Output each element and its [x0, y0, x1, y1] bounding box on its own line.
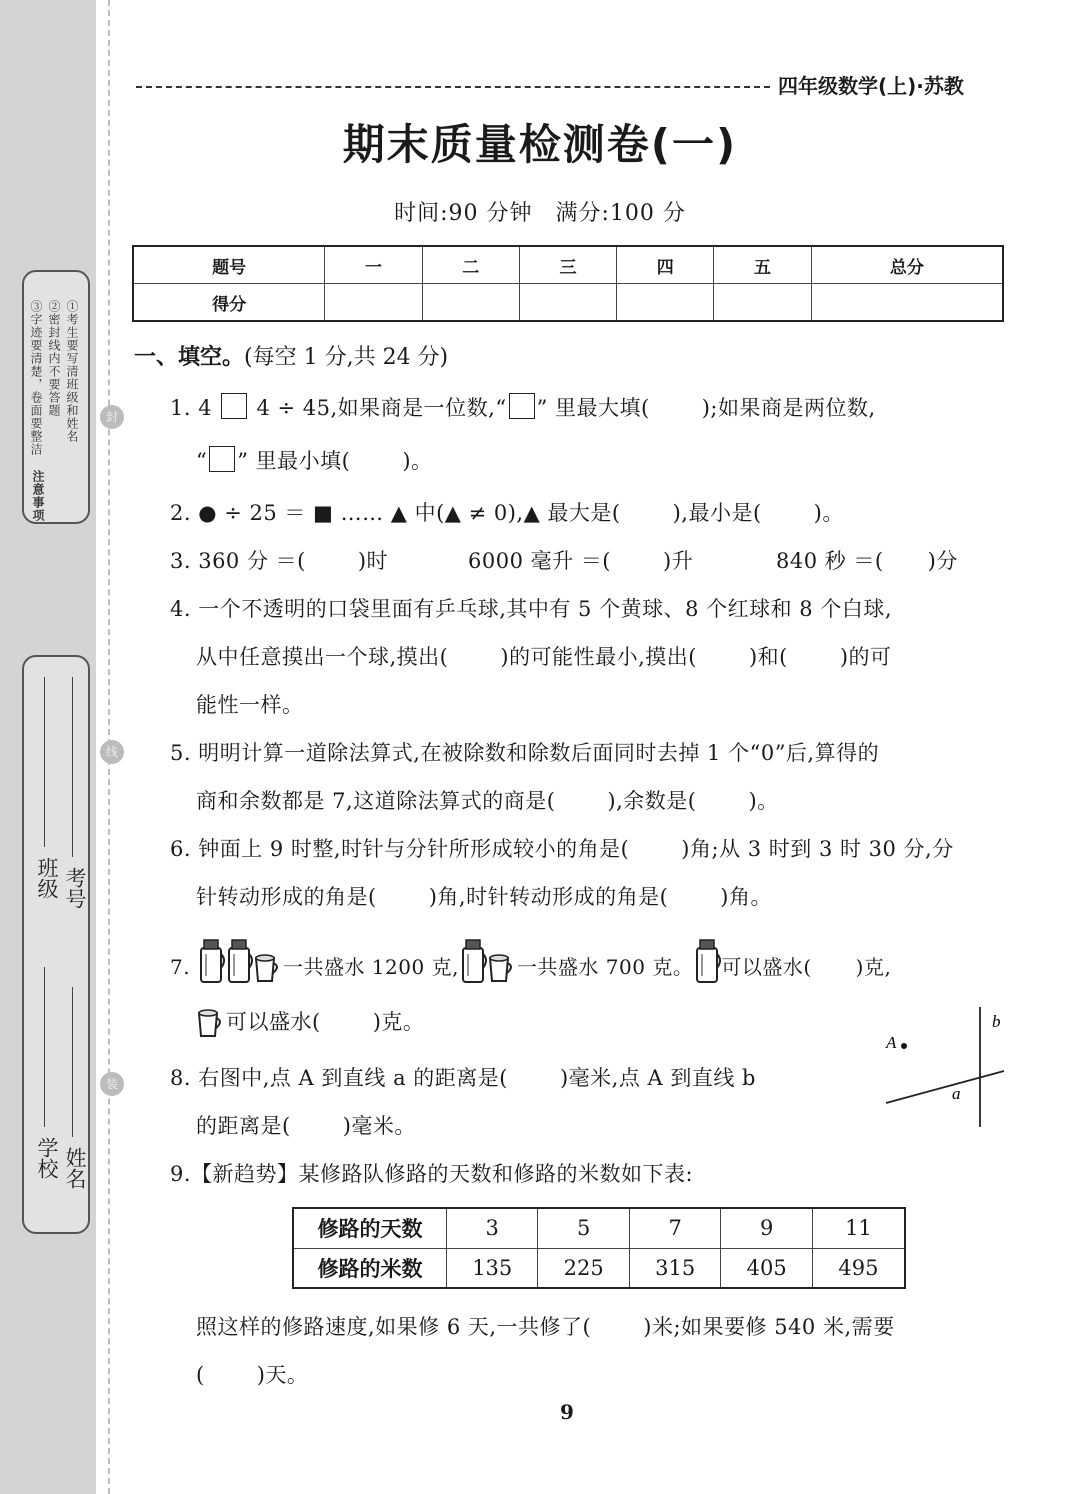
q7-text: 一共盛水 700 克。 [516, 955, 694, 979]
header-divider [136, 86, 770, 88]
point-a-label: A [886, 1033, 897, 1052]
school-label: 学校 [35, 1137, 59, 1179]
score-cell[interactable] [714, 284, 811, 322]
table-cell: 495 [812, 1248, 905, 1288]
question-9-line-1 [196, 1311, 895, 1341]
question-6-line-2 [196, 881, 772, 911]
table-cell: 3 [447, 1208, 538, 1248]
section-heading [134, 340, 448, 371]
question-3b [468, 545, 693, 575]
q1-text: “ [196, 449, 208, 473]
q3-text: 840 秒 ＝( [776, 549, 884, 573]
table-cell: 405 [721, 1248, 812, 1288]
q1-text: ” 里最大填( [536, 396, 650, 420]
student-info-box [22, 655, 90, 1234]
question-7-line-1 [170, 938, 891, 984]
digit-box[interactable] [209, 446, 235, 472]
score-header-cell: 五 [714, 246, 811, 284]
question-7-line-2 [196, 1006, 424, 1039]
exam-number-field[interactable] [72, 677, 73, 857]
table-row [293, 1248, 905, 1288]
thermos-icon [693, 938, 721, 984]
notes-title: 注意事项 [31, 470, 45, 522]
q4-text: )和( [748, 645, 788, 669]
score-table-row [133, 284, 1003, 322]
question-5-line-2 [196, 785, 779, 815]
question-1-line-1 [170, 392, 876, 422]
table-cell: 7 [629, 1208, 720, 1248]
table-cell: 135 [447, 1248, 538, 1288]
q7-number: 7. [170, 955, 191, 979]
question-4-line-3: 能性一样。 [196, 693, 304, 717]
score-header-cell: 题号 [133, 246, 325, 284]
digit-box[interactable] [221, 393, 247, 419]
q7-text: )克, [855, 955, 892, 979]
grade-label: 四年级数学(上)·苏教 [778, 74, 964, 98]
q8-text: 8. 右图中,点 A 到直线 a 的距离是( [170, 1066, 508, 1090]
question-8-line-2 [196, 1110, 416, 1140]
q6-text: )角。 [720, 885, 772, 909]
q1-text: );如果商是两位数, [701, 396, 876, 420]
score-header-cell: 总分 [811, 246, 1003, 284]
q3-text: 6000 毫升 ＝( [468, 549, 611, 573]
section-title: 一、填空。 [134, 345, 245, 370]
table-cell: 5 [538, 1208, 629, 1248]
score-cell[interactable] [422, 284, 519, 322]
table-cell: 11 [812, 1208, 905, 1248]
q3-text: )升 [663, 549, 694, 573]
page-title: 期末质量检测卷(一) [342, 120, 738, 169]
time-info: 时间:90 分钟 满分:100 分 [394, 201, 686, 226]
seal-hole-1: 封 [100, 405, 124, 429]
score-table [132, 245, 1004, 322]
score-header-cell: 二 [422, 246, 519, 284]
q9-text: 照这样的修路速度,如果修 6 天,一共修了( [196, 1315, 592, 1339]
q3-text: 3. 360 分 ＝( [170, 549, 306, 573]
q3-text: )时 [357, 549, 389, 573]
q1-text: ” 里最小填( [237, 449, 351, 473]
q4-text: )的可能性最小,摸出( [500, 645, 697, 669]
line-a [886, 1071, 1004, 1103]
q2-text: )。 [813, 501, 844, 525]
seal-hole-2: 线 [100, 740, 124, 764]
line-b-label: b [992, 1012, 1001, 1031]
table-cell: 9 [721, 1208, 812, 1248]
table-cell: 225 [538, 1248, 629, 1288]
q5-text: )。 [748, 789, 779, 813]
note-1: ①考生要写清班级和姓名 [65, 300, 79, 443]
q6-text: )角;从 3 时到 3 时 30 分,分 [681, 837, 954, 861]
score-cell[interactable] [325, 284, 422, 322]
q2-text: 2. ● ÷ 25 ＝ ■ …… ▲ 中(▲ ≠ 0),▲ 最大是( [170, 501, 621, 525]
score-cell[interactable] [811, 284, 1003, 322]
question-4-line-2 [196, 641, 892, 671]
road-data-table [292, 1207, 906, 1289]
page-number: 9 [560, 1400, 574, 1424]
question-9-intro: 9.【新趋势】某修路队修路的天数和修路的米数如下表: [170, 1162, 694, 1186]
score-header-cell: 三 [519, 246, 616, 284]
school-field[interactable] [44, 967, 45, 1127]
digit-box[interactable] [509, 393, 535, 419]
cup-icon [487, 952, 517, 984]
q4-text: 从中任意摸出一个球,摸出( [196, 645, 449, 669]
name-label: 姓名 [63, 1147, 87, 1189]
question-6-line-1 [170, 833, 954, 863]
q1-text: 1. 4 [170, 396, 213, 420]
thermos-icon [459, 938, 487, 984]
q8-text: )毫米,点 A 到直线 b [559, 1066, 756, 1090]
seal-hole-3: 装 [100, 1072, 124, 1096]
q7-text: 可以盛水( [721, 955, 812, 979]
note-3: ③字迹要清楚，卷面要整洁 [29, 300, 43, 456]
q7-text: 一共盛水 1200 克, [282, 955, 459, 979]
q7-text: 可以盛水( [226, 1010, 321, 1034]
question-3 [170, 545, 388, 575]
table-row [293, 1208, 905, 1248]
cup-icon [196, 1007, 226, 1039]
question-4-line-1: 4. 一个不透明的口袋里面有乒乓球,其中有 5 个黄球、8 个红球和 8 个白球, [170, 597, 893, 621]
thermos-icon [197, 938, 225, 984]
q6-text: )角,时针转动形成的角是( [428, 885, 669, 909]
q6-text: 针转动形成的角是( [196, 885, 377, 909]
row-label-days: 修路的天数 [293, 1208, 447, 1248]
exam-number-label: 考号 [63, 867, 87, 909]
q9-text: )天。 [256, 1363, 309, 1387]
cup-icon [253, 952, 283, 984]
line-a-label: a [952, 1084, 961, 1103]
q1-text: )。 [402, 449, 433, 473]
question-2 [170, 497, 844, 527]
row-label-meters: 修路的米数 [293, 1248, 447, 1288]
q6-text: 6. 钟面上 9 时整,时针与分针所形成较小的角是( [170, 837, 630, 861]
q5-text: ),余数是( [607, 789, 697, 813]
point-a [901, 1043, 907, 1049]
q9-text: )米;如果要修 540 米,需要 [643, 1315, 895, 1339]
lines-figure [880, 1005, 1010, 1130]
question-8-line-1 [170, 1062, 756, 1092]
score-header-cell: 一 [325, 246, 422, 284]
question-3c [776, 545, 958, 575]
name-field[interactable] [72, 987, 73, 1137]
q7-text: )克。 [372, 1010, 425, 1034]
table-cell: 315 [629, 1248, 720, 1288]
class-field[interactable] [44, 677, 45, 847]
q8-text: )毫米。 [342, 1114, 416, 1138]
section-note: (每空 1 分,共 24 分) [244, 345, 449, 370]
score-header-cell: 四 [617, 246, 714, 284]
q1-text: 4 ÷ 45,如果商是一位数,“ [256, 396, 507, 420]
score-cell[interactable] [617, 284, 714, 322]
q3-text: )分 [927, 549, 958, 573]
question-9-line-2 [196, 1359, 308, 1389]
q4-text: )的可 [839, 645, 892, 669]
question-5-line-1: 5. 明明计算一道除法算式,在被除数和除数后面同时去掉 1 个“0”后,算得的 [170, 741, 880, 765]
thermos-icon [225, 938, 253, 984]
score-cell[interactable] [519, 284, 616, 322]
score-table-header-row [133, 246, 1003, 284]
score-row-label: 得分 [133, 284, 325, 322]
class-label: 班级 [35, 857, 59, 899]
question-1-line-2 [196, 445, 433, 475]
q9-text: ( [196, 1363, 205, 1387]
q5-text: 商和余数都是 7,这道除法算式的商是( [196, 789, 556, 813]
q2-text: ),最小是( [672, 501, 762, 525]
note-2: ②密封线内不要答题 [47, 300, 61, 417]
q8-text: 的距离是( [196, 1114, 291, 1138]
